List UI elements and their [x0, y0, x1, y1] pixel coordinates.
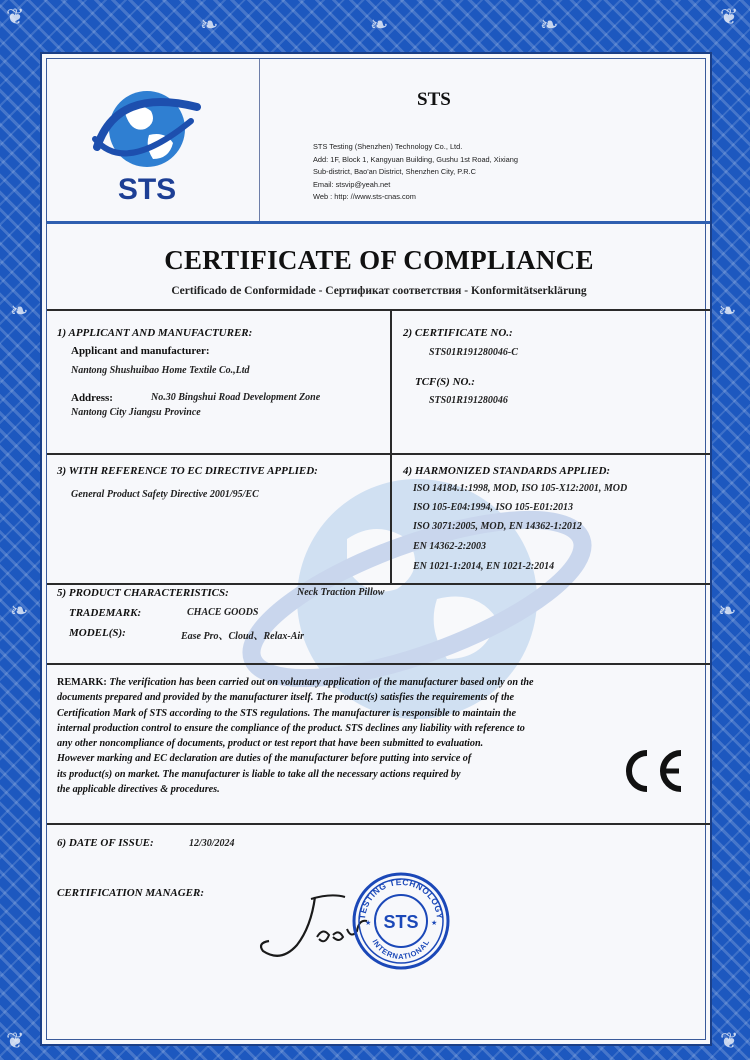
- applicant-address: No.30 Bingshui Road Development Zone: [151, 392, 321, 403]
- certification-manager-label: CERTIFICATION MANAGER:: [57, 887, 205, 899]
- certificate-content: [46, 58, 706, 1040]
- seal-text: STS: [383, 912, 419, 932]
- address-line: Sub-district, Bao'an District, Shenzhen City, P.R.C: [313, 167, 476, 177]
- ornament-icon: ❧: [718, 598, 737, 623]
- table-border: [47, 663, 711, 665]
- address-label: Address:: [71, 392, 113, 404]
- ornament-icon: ❧: [540, 12, 559, 37]
- remark-line: Certification Mark of STS according to the STS regulations. The manufacturer is responsible to maintain the: [57, 707, 517, 719]
- address-line: STS Testing (Shenzhen) Technology Co., Ltd.: [313, 142, 463, 151]
- issue-date-label: 6) DATE OF ISSUE:: [57, 837, 154, 849]
- address-line: Add: 1F, Block 1, Kangyuan Building, Gushu 1st Road, Xixiang: [313, 154, 519, 164]
- certificate-header: [47, 59, 711, 221]
- address-line: Web : http: //www.sts-cnas.com: [313, 192, 416, 202]
- remark-line: The verification has been carried out on voluntary application of the manufacturer based only on the: [109, 677, 534, 688]
- star-icon: ★: [365, 919, 372, 927]
- certificate-paper: [40, 52, 712, 1046]
- standard-item: ISO 14184.1:1998, MOD, ISO 105-X12:2001, MOD: [413, 483, 628, 494]
- globe-logo-icon: [87, 77, 207, 207]
- ornament-icon: ❦: [6, 4, 25, 29]
- product-name: Neck Traction Pillow: [297, 587, 385, 598]
- ornament-icon: ❦: [720, 1028, 739, 1053]
- sts-seal-icon: [351, 871, 451, 971]
- standard-item: ISO 3071:2005, MOD, EN 14362-1:2012: [413, 521, 582, 532]
- seal-ring-bottom-text: INTERNATIONAL: [370, 937, 432, 961]
- issue-date: 12/30/2024: [189, 838, 235, 849]
- model-value: Ease Pro、Cloud、Relax-Air: [181, 631, 305, 642]
- logo-text: STS: [117, 173, 177, 206]
- remark-block: [57, 675, 657, 797]
- applicant-sublabel: Applicant and manufacturer:: [71, 345, 210, 357]
- applicant-label: 1) APPLICANT AND MANUFACTURER:: [57, 327, 253, 339]
- ornament-icon: ❧: [370, 12, 389, 37]
- company-short-name: STS: [417, 89, 451, 110]
- model-label: MODEL(S):: [69, 627, 126, 639]
- remark-line: documents prepared and provided by the manufacturer itself. The product(s) satisfies the requirements of the: [57, 692, 515, 704]
- ornament-icon: ❧: [200, 12, 219, 37]
- ornament-icon: ❧: [718, 298, 737, 323]
- sts-logo: [87, 77, 207, 207]
- table-border: [47, 453, 711, 455]
- tcf-label: TCF(S) NO.:: [415, 376, 475, 388]
- certificate-no-label: 2) CERTIFICATE NO.:: [403, 327, 513, 339]
- table-border: [47, 583, 711, 585]
- table-border: [47, 823, 711, 825]
- ornament-icon: ❦: [720, 4, 739, 29]
- standards-label: 4) HARMONIZED STANDARDS APPLIED:: [403, 465, 611, 477]
- remark-line: internal production control to ensure the compliance of the product. STS declines any liability with reference to: [57, 722, 525, 734]
- remark-heading: REMARK:: [57, 677, 107, 688]
- table-border: [47, 309, 711, 311]
- standard-item: ISO 105-E04:1994, ISO 105-E01:2013: [413, 502, 574, 513]
- remark-line: the applicable directives & procedures.: [57, 784, 220, 796]
- standard-item: EN 14362-2:2003: [413, 541, 487, 552]
- tcf-no: STS01R191280046: [429, 395, 508, 406]
- remark-line: any other noncompliance of documents, product or test report that have been submitted to evaluation.: [57, 738, 484, 750]
- directive-label: 3) WITH REFERENCE TO EC DIRECTIVE APPLIED:: [57, 465, 318, 477]
- certificate-title: CERTIFICATE OF COMPLIANCE: [164, 245, 594, 275]
- certificate-subtitle: Certificado de Conformidade - Сертификат соответствия - Konformitätserklärung: [171, 285, 587, 297]
- ce-mark-icon: [619, 747, 685, 795]
- standard-item: EN 1021-1:2014, EN 1021-2:2014: [413, 561, 555, 572]
- trademark-label: TRADEMARK:: [69, 607, 142, 619]
- certificate-no: STS01R191280046-C: [429, 347, 518, 358]
- table-divider: [390, 309, 392, 585]
- seal-ring-top-text: TESTING TECHNOLOGY: [356, 876, 446, 920]
- applicant-address-line2: Nantong City Jiangsu Province: [71, 407, 201, 418]
- ornament-icon: ❦: [6, 1028, 25, 1053]
- applicant-name: Nantong Shushuibao Home Textile Co.,Ltd: [71, 365, 250, 376]
- company-address-block: [313, 141, 613, 204]
- remark-line: its product(s) on market. The manufacturer is liable to take all the necessary actions required by: [57, 768, 461, 780]
- remark-line: However marking and EC declaration are duties of the manufacturer before putting into service of: [57, 753, 472, 765]
- address-line: Email: stsvip@yeah.net: [313, 179, 391, 189]
- directive-value: General Product Safety Directive 2001/95/EC: [71, 489, 259, 500]
- ornament-icon: ❧: [10, 598, 29, 623]
- header-divider: [259, 59, 260, 221]
- star-icon: ★: [431, 919, 438, 927]
- header-rule: [47, 221, 711, 224]
- product-label: 5) PRODUCT CHARACTERISTICS:: [57, 587, 229, 599]
- ornament-icon: ❧: [10, 298, 29, 323]
- trademark-value: CHACE GOODS: [187, 607, 259, 618]
